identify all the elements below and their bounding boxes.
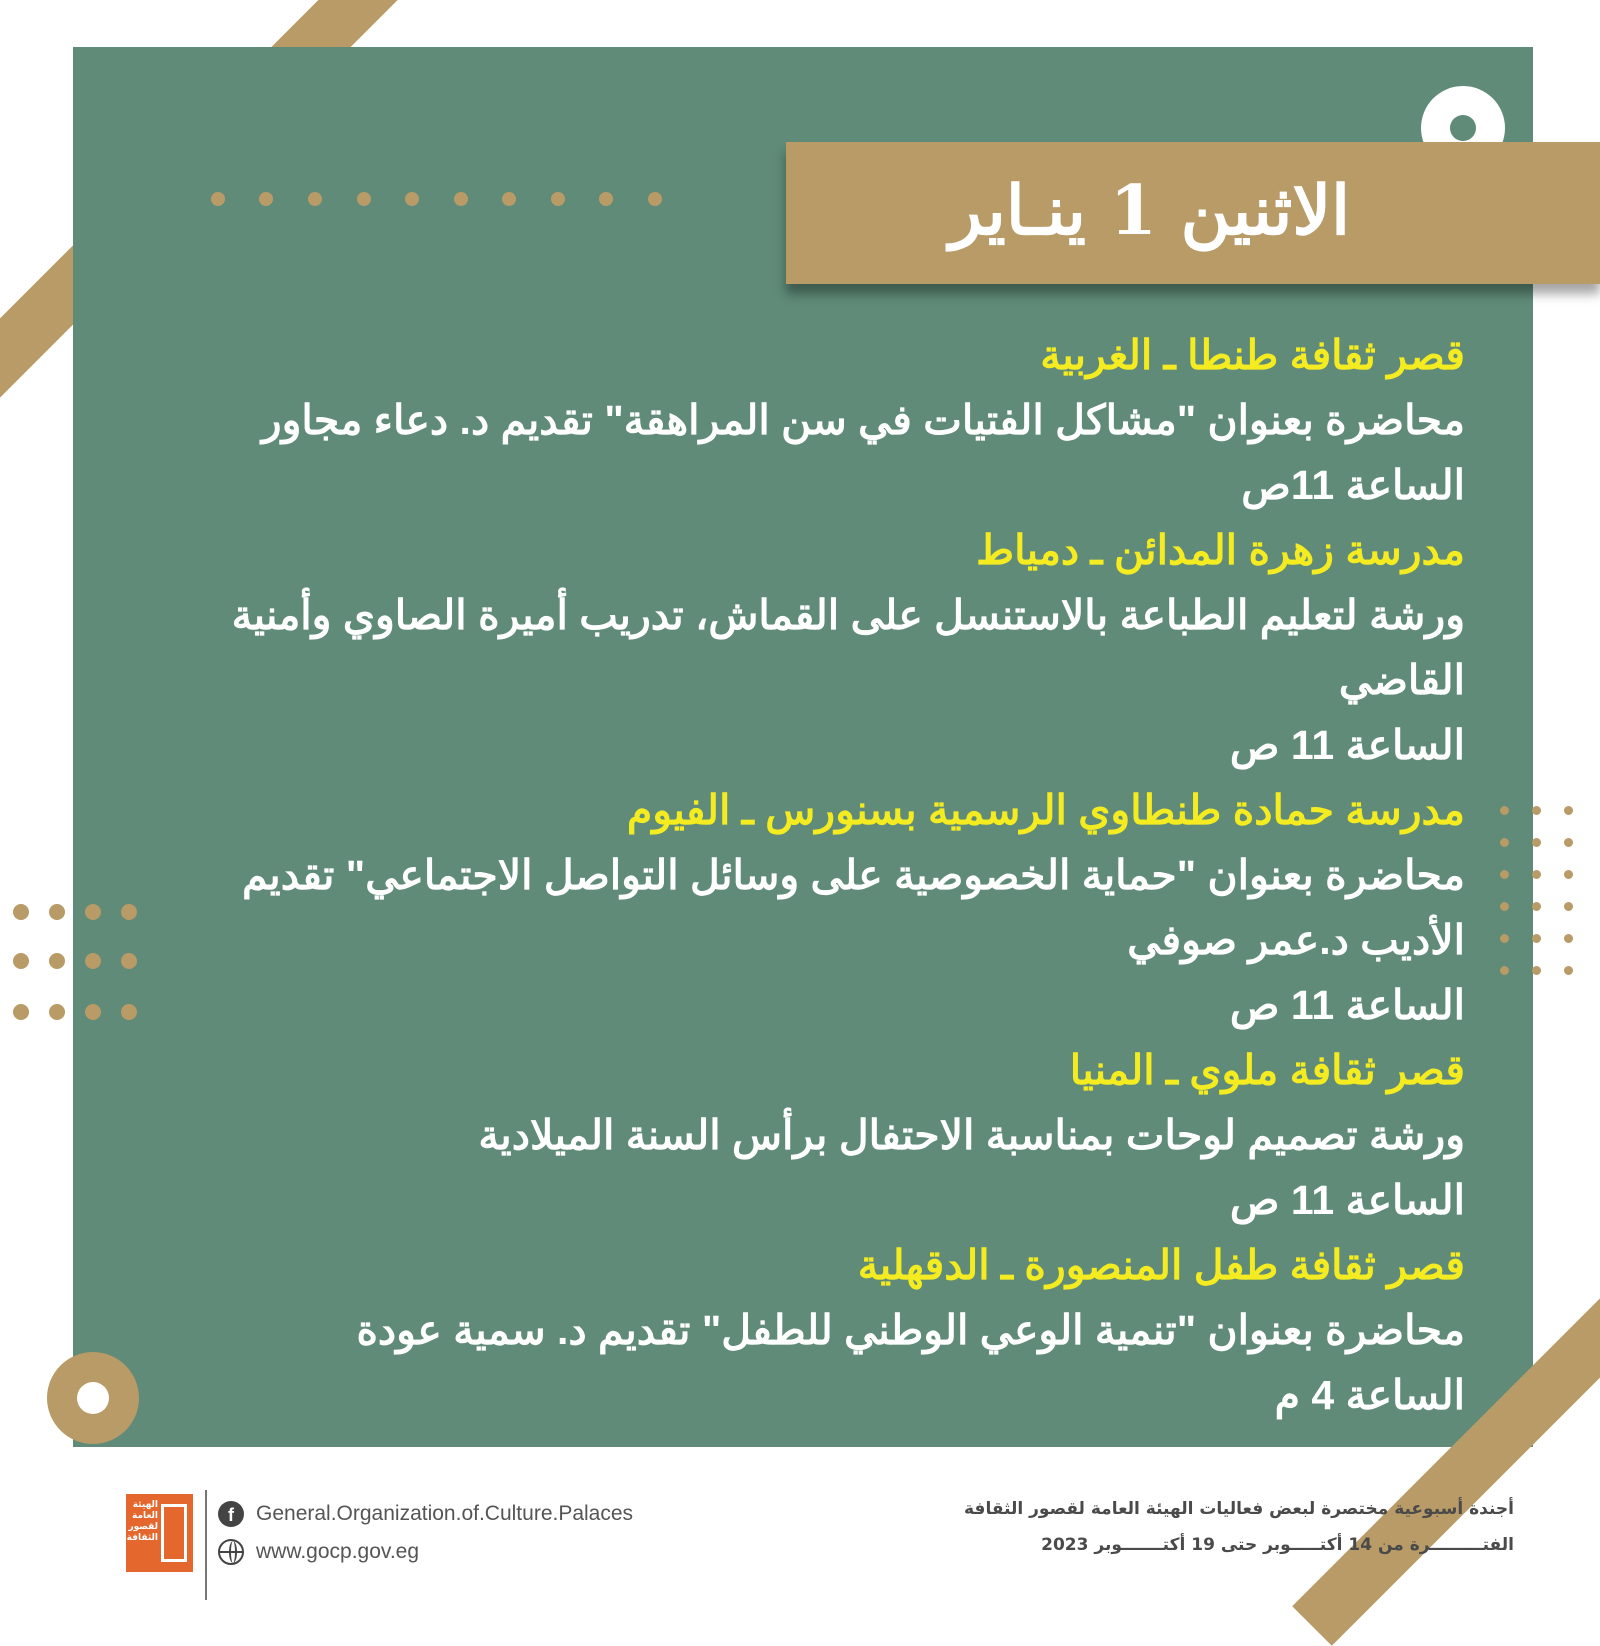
- dot: [1500, 806, 1509, 815]
- event-venue: مدرسة زهرة المدائن ـ دمياط: [976, 527, 1465, 573]
- facebook-label: General.Organization.of.Culture.Palaces: [256, 1502, 634, 1525]
- dot: [1500, 934, 1509, 943]
- events-list: [145, 323, 1465, 1428]
- dot: [405, 192, 419, 206]
- dot: [121, 953, 137, 969]
- event-item: [145, 518, 1465, 778]
- dot: [13, 904, 29, 920]
- event-item: [145, 778, 1465, 1038]
- dot: [259, 192, 273, 206]
- event-time: الساعة 11 ص: [1229, 982, 1465, 1028]
- dot: [211, 192, 225, 206]
- ring-ornament-bottom: [47, 1352, 139, 1444]
- dot: [599, 192, 613, 206]
- agenda-period: الفتـــــــــرة من 14 أكتـــــوبر حتى 19 أكتـــــــوبر 2023: [1041, 1535, 1514, 1555]
- website-label: www.gocp.gov.eg: [256, 1540, 420, 1563]
- facebook-icon: f: [218, 1501, 244, 1527]
- event-description: محاضرة بعنوان "تنمية الوعي الوطني للطفل" تقديم د. سمية عودة: [356, 1307, 1465, 1353]
- dot: [1532, 806, 1541, 815]
- dot: [1532, 966, 1541, 975]
- dot: [1532, 902, 1541, 911]
- dot: [1564, 966, 1573, 975]
- dot: [1500, 966, 1509, 975]
- dot: [1564, 902, 1573, 911]
- event-venue: مدرسة حمادة طنطاوي الرسمية بسنورس ـ الفيوم: [626, 787, 1465, 833]
- dot: [1532, 870, 1541, 879]
- event-venue: قصر ثقافة طنطا ـ الغربية: [1040, 332, 1465, 378]
- event-description: ورشة تصميم لوحات بمناسبة الاحتفال برأس السنة الميلادية: [478, 1112, 1465, 1158]
- dot: [1532, 934, 1541, 943]
- dot: [85, 953, 101, 969]
- event-item: [145, 323, 1465, 518]
- dot: [49, 1004, 65, 1020]
- event-time: الساعة 11 ص: [1229, 722, 1465, 768]
- event-description: محاضرة بعنوان "مشاكل الفتيات في سن المراهقة" تقديم د. دعاء مجاور: [261, 397, 1465, 443]
- dot: [308, 192, 322, 206]
- dot: [454, 192, 468, 206]
- globe-icon: [218, 1539, 244, 1565]
- dot: [502, 192, 516, 206]
- dot: [1564, 870, 1573, 879]
- dot: [49, 953, 65, 969]
- event-time: الساعة 11ص: [1241, 462, 1465, 508]
- event-time: الساعة 4 م: [1274, 1372, 1465, 1418]
- dot: [1500, 902, 1509, 911]
- event-description: ورشة لتعليم الطباعة بالاستنسل على القماش، تدريب أميرة الصاوي وأمنية: [231, 592, 1465, 638]
- event-description: محاضرة بعنوان "حماية الخصوصية على وسائل التواصل الاجتماعي" تقديم: [242, 852, 1465, 898]
- dot: [49, 904, 65, 920]
- dot: [121, 904, 137, 920]
- dot: [1500, 838, 1509, 847]
- facebook-link[interactable]: [218, 1498, 633, 1530]
- dot: [13, 1004, 29, 1020]
- dot: [357, 192, 371, 206]
- page-title: الاثنين 1 ينـاير: [949, 171, 1350, 251]
- logo-text: الهيئة العامة لقصور الثقافة: [126, 1500, 158, 1543]
- dot: [1564, 806, 1573, 815]
- dot: [1532, 838, 1541, 847]
- dot: [1564, 838, 1573, 847]
- event-description: الأديب د.عمر صوفي: [1127, 917, 1465, 963]
- event-venue: قصر ثقافة طفل المنصورة ـ الدقهلية: [857, 1242, 1465, 1288]
- dot: [85, 1004, 101, 1020]
- event-description: القاضي: [1338, 657, 1465, 703]
- dot: [85, 904, 101, 920]
- footer-divider: [205, 1490, 207, 1600]
- dot: [551, 192, 565, 206]
- event-time: الساعة 11 ص: [1229, 1177, 1465, 1223]
- event-venue: قصر ثقافة ملوي ـ المنيا: [1069, 1047, 1465, 1093]
- dot: [1564, 934, 1573, 943]
- agenda-caption: أجندة أسبوعية مختصرة لبعض فعاليات الهيئة العامة لقصور الثقافة: [964, 1499, 1514, 1519]
- event-item: [145, 1233, 1465, 1428]
- date-header-banner: [786, 142, 1600, 284]
- dot: [648, 192, 662, 206]
- dot: [13, 953, 29, 969]
- website-link[interactable]: [218, 1536, 419, 1568]
- dot: [121, 1004, 137, 1020]
- logo-emblem-icon: [161, 1504, 187, 1562]
- dot: [1500, 870, 1509, 879]
- event-item: [145, 1038, 1465, 1233]
- gocp-logo: [126, 1494, 193, 1572]
